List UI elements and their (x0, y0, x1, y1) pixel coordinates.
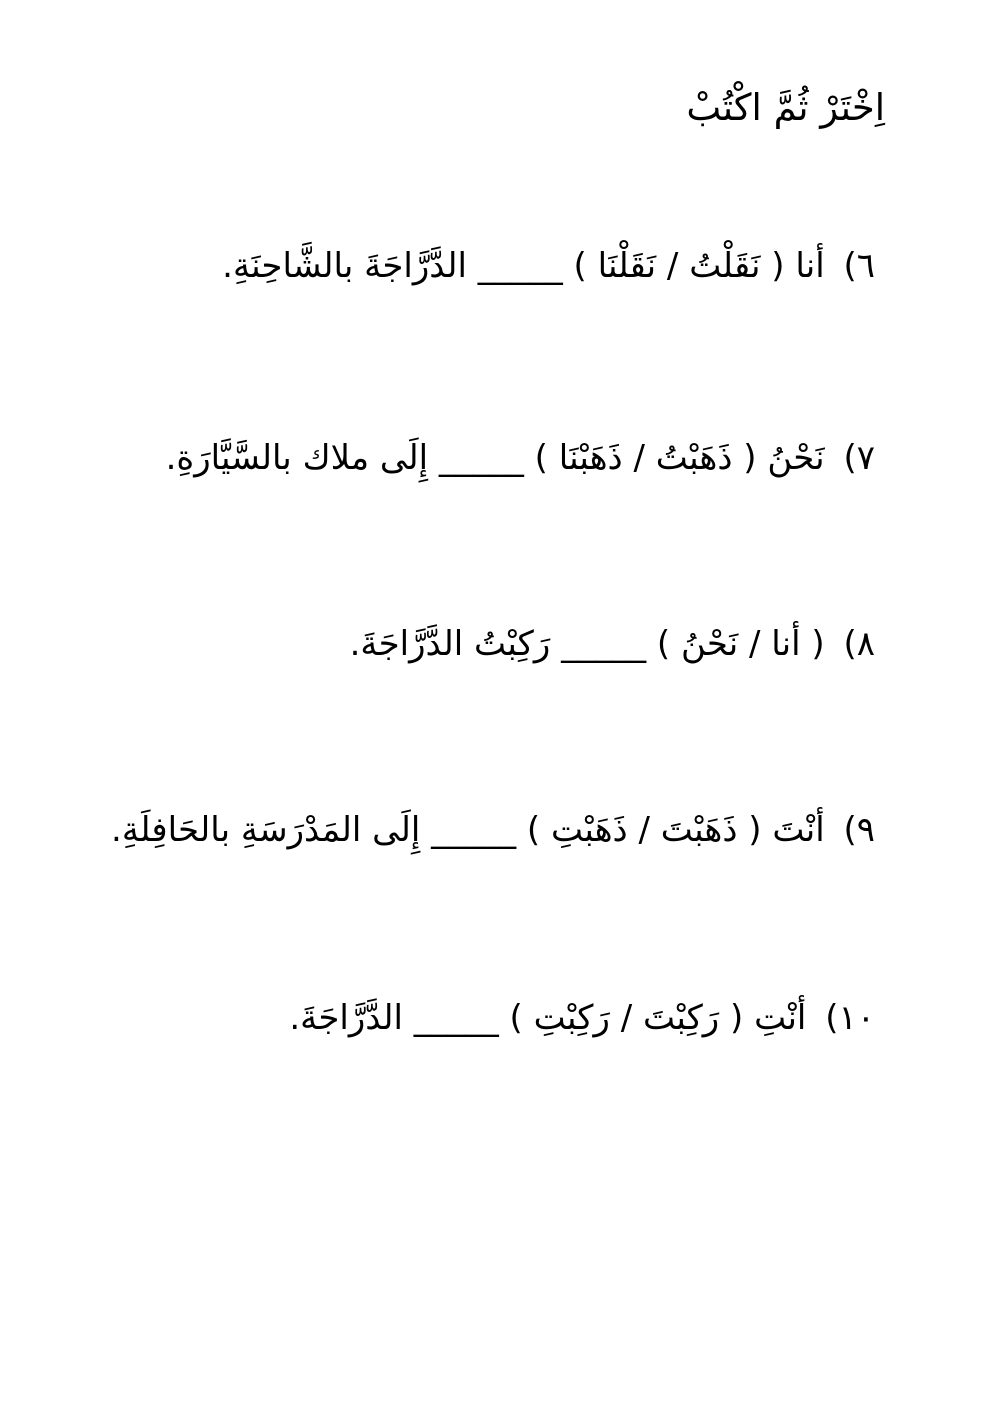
question-text: أنْتَ ( ذَهَبْتَ / ذَهَبْتِ ) _____ إِلَى المَدْرَسَةِ بالحَافِلَةِ. (111, 810, 825, 850)
question-number: ٧) (843, 438, 875, 478)
question-number: ٦) (843, 246, 875, 286)
question-number: ٩) (843, 810, 875, 850)
instruction-heading: اِخْتَرْ ثُمَّ اكْتُبْ (686, 86, 885, 129)
question-8 (350, 618, 875, 670)
question-number: ٨) (843, 624, 875, 664)
question-7 (166, 432, 875, 484)
question-6 (222, 240, 875, 292)
question-text: ( أنا / نَحْنُ ) _____ رَكِبْتُ الدَّرَّاجَةَ. (349, 624, 825, 664)
question-10 (289, 992, 875, 1044)
question-9 (111, 804, 875, 856)
question-number: ١٠) (825, 998, 875, 1038)
question-text: نَحْنُ ( ذَهَبْتُ / ذَهَبْنَا ) _____ إِلَى ملاك بالسَّيَّارَةِ. (165, 438, 825, 478)
question-text: أنْتِ ( رَكِبْتَ / رَكِبْتِ ) _____ الدَّرَّاجَةَ. (289, 998, 807, 1038)
question-text: أنا ( نَقَلْتُ / نَقَلْنَا ) _____ الدَّرَّاجَةَ بالشَّاحِنَةِ. (222, 246, 825, 286)
